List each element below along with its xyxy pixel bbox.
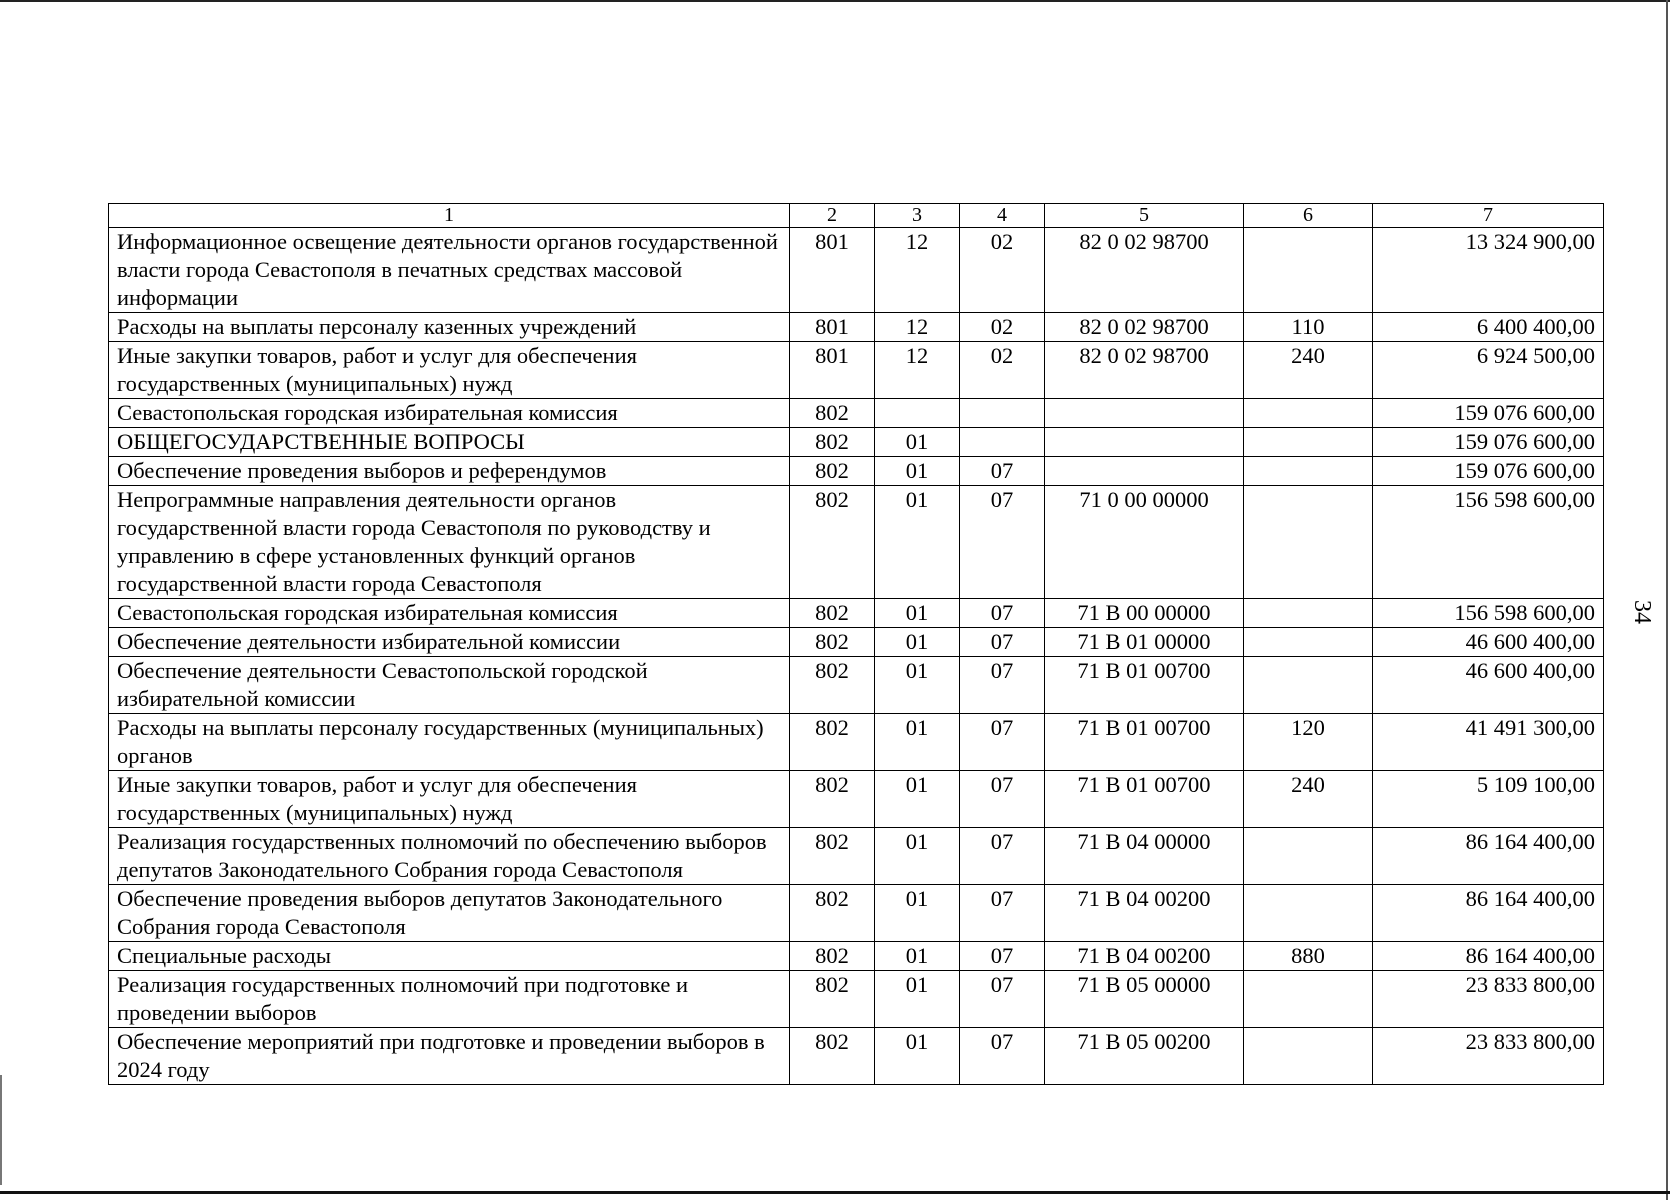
scan-edge-right	[1666, 0, 1668, 1200]
cell-department-code: 802	[790, 628, 875, 657]
cell-subsection-code: 07	[960, 628, 1045, 657]
cell-expense-type: 880	[1244, 942, 1373, 971]
cell-target-article: 71 В 04 00200	[1045, 885, 1244, 942]
table-row	[109, 628, 1604, 657]
cell-name: Севастопольская городская избирательная комиссия	[109, 599, 790, 628]
cell-section-code: 01	[875, 771, 960, 828]
cell-target-article: 71 В 04 00200	[1045, 942, 1244, 971]
cell-section-code: 12	[875, 342, 960, 399]
cell-department-code: 802	[790, 828, 875, 885]
cell-subsection-code: 07	[960, 657, 1045, 714]
cell-expense-type	[1244, 657, 1373, 714]
cell-amount: 46 600 400,00	[1373, 657, 1604, 714]
cell-target-article: 71 В 00 00000	[1045, 599, 1244, 628]
cell-name: Обеспечение деятельности избирательной комиссии	[109, 628, 790, 657]
cell-amount: 86 164 400,00	[1373, 828, 1604, 885]
column-header-4: 4	[960, 204, 1045, 228]
cell-amount: 156 598 600,00	[1373, 486, 1604, 599]
cell-department-code: 802	[790, 1028, 875, 1085]
cell-expense-type	[1244, 971, 1373, 1028]
cell-section-code: 01	[875, 714, 960, 771]
table-row	[109, 942, 1604, 971]
cell-amount: 159 076 600,00	[1373, 457, 1604, 486]
cell-target-article: 82 0 02 98700	[1045, 342, 1244, 399]
cell-expense-type	[1244, 457, 1373, 486]
cell-subsection-code: 07	[960, 714, 1045, 771]
cell-subsection-code: 07	[960, 457, 1045, 486]
table-body	[109, 228, 1604, 1085]
table-row	[109, 399, 1604, 428]
cell-amount: 156 598 600,00	[1373, 599, 1604, 628]
cell-name: ОБЩЕГОСУДАРСТВЕННЫЕ ВОПРОСЫ	[109, 428, 790, 457]
cell-department-code: 802	[790, 399, 875, 428]
cell-name: Расходы на выплаты персоналу государственных (муниципальных) органов	[109, 714, 790, 771]
scan-edge-left	[0, 1075, 2, 1185]
cell-expense-type	[1244, 828, 1373, 885]
cell-name: Иные закупки товаров, работ и услуг для обеспечения государственных (муниципальных) нужд	[109, 342, 790, 399]
table-header	[109, 204, 1604, 228]
cell-expense-type: 240	[1244, 771, 1373, 828]
cell-section-code: 01	[875, 657, 960, 714]
cell-section-code: 01	[875, 828, 960, 885]
table-row	[109, 828, 1604, 885]
cell-department-code: 802	[790, 714, 875, 771]
cell-amount: 159 076 600,00	[1373, 399, 1604, 428]
cell-section-code: 01	[875, 486, 960, 599]
cell-section-code: 01	[875, 428, 960, 457]
cell-subsection-code	[960, 399, 1045, 428]
table-row	[109, 771, 1604, 828]
table-row	[109, 599, 1604, 628]
scan-edge-top	[0, 0, 1670, 2]
cell-expense-type	[1244, 486, 1373, 599]
cell-department-code: 802	[790, 457, 875, 486]
cell-expense-type: 110	[1244, 313, 1373, 342]
cell-target-article: 82 0 02 98700	[1045, 228, 1244, 313]
cell-target-article: 71 В 01 00700	[1045, 771, 1244, 828]
cell-department-code: 802	[790, 486, 875, 599]
table-row	[109, 457, 1604, 486]
table-row	[109, 313, 1604, 342]
cell-name: Расходы на выплаты персоналу казенных учреждений	[109, 313, 790, 342]
cell-target-article: 71 В 05 00000	[1045, 971, 1244, 1028]
cell-name: Специальные расходы	[109, 942, 790, 971]
cell-expense-type	[1244, 1028, 1373, 1085]
cell-section-code: 01	[875, 628, 960, 657]
cell-name: Иные закупки товаров, работ и услуг для обеспечения государственных (муниципальных) нужд	[109, 771, 790, 828]
cell-department-code: 802	[790, 428, 875, 457]
budget-table	[108, 203, 1604, 1085]
cell-name: Обеспечение проведения выборов депутатов Законодательного Собрания города Севастополя	[109, 885, 790, 942]
cell-amount: 6 924 500,00	[1373, 342, 1604, 399]
cell-expense-type	[1244, 399, 1373, 428]
cell-target-article: 71 0 00 00000	[1045, 486, 1244, 599]
cell-department-code: 801	[790, 228, 875, 313]
cell-name: Обеспечение мероприятий при подготовке и проведении выборов в 2024 году	[109, 1028, 790, 1085]
cell-name: Реализация государственных полномочий по обеспечению выборов депутатов Законодательного Собрания города Севастополя	[109, 828, 790, 885]
table-row	[109, 657, 1604, 714]
cell-department-code: 802	[790, 971, 875, 1028]
cell-department-code: 801	[790, 342, 875, 399]
table-row	[109, 1028, 1604, 1085]
cell-name: Обеспечение проведения выборов и референдумов	[109, 457, 790, 486]
table-row	[109, 971, 1604, 1028]
cell-target-article	[1045, 457, 1244, 486]
cell-amount: 5 109 100,00	[1373, 771, 1604, 828]
cell-subsection-code: 02	[960, 342, 1045, 399]
cell-department-code: 802	[790, 885, 875, 942]
cell-target-article: 71 В 01 00000	[1045, 628, 1244, 657]
cell-target-article: 71 В 01 00700	[1045, 714, 1244, 771]
cell-section-code: 01	[875, 457, 960, 486]
cell-section-code: 01	[875, 971, 960, 1028]
table-row	[109, 486, 1604, 599]
cell-section-code	[875, 399, 960, 428]
cell-expense-type	[1244, 628, 1373, 657]
column-header-2: 2	[790, 204, 875, 228]
cell-amount: 86 164 400,00	[1373, 885, 1604, 942]
cell-target-article: 71 В 05 00200	[1045, 1028, 1244, 1085]
cell-subsection-code: 07	[960, 771, 1045, 828]
cell-department-code: 802	[790, 599, 875, 628]
column-header-5: 5	[1045, 204, 1244, 228]
cell-department-code: 801	[790, 313, 875, 342]
header-row	[109, 204, 1604, 228]
cell-subsection-code: 07	[960, 1028, 1045, 1085]
cell-subsection-code: 07	[960, 885, 1045, 942]
cell-amount: 23 833 800,00	[1373, 1028, 1604, 1085]
cell-expense-type	[1244, 228, 1373, 313]
cell-expense-type: 120	[1244, 714, 1373, 771]
cell-amount: 13 324 900,00	[1373, 228, 1604, 313]
cell-target-article: 82 0 02 98700	[1045, 313, 1244, 342]
cell-name: Реализация государственных полномочий при подготовке и проведении выборов	[109, 971, 790, 1028]
page-number: 34	[1629, 600, 1655, 624]
cell-name: Непрограммные направления деятельности органов государственной власти города Севастополя по руководству и управлению в сфере установленных функций органов государственной власти города Севастополя	[109, 486, 790, 599]
cell-section-code: 01	[875, 1028, 960, 1085]
cell-expense-type	[1244, 885, 1373, 942]
cell-amount: 159 076 600,00	[1373, 428, 1604, 457]
cell-department-code: 802	[790, 657, 875, 714]
cell-target-article: 71 В 04 00000	[1045, 828, 1244, 885]
table-row	[109, 428, 1604, 457]
cell-subsection-code	[960, 428, 1045, 457]
cell-target-article: 71 В 01 00700	[1045, 657, 1244, 714]
cell-amount: 6 400 400,00	[1373, 313, 1604, 342]
cell-subsection-code: 02	[960, 228, 1045, 313]
cell-section-code: 01	[875, 599, 960, 628]
cell-target-article	[1045, 399, 1244, 428]
cell-amount: 41 491 300,00	[1373, 714, 1604, 771]
cell-section-code: 12	[875, 228, 960, 313]
cell-expense-type	[1244, 428, 1373, 457]
cell-amount: 46 600 400,00	[1373, 628, 1604, 657]
cell-name: Обеспечение деятельности Севастопольской городской избирательной комиссии	[109, 657, 790, 714]
cell-subsection-code: 07	[960, 942, 1045, 971]
table-row	[109, 342, 1604, 399]
column-header-7: 7	[1373, 204, 1604, 228]
scan-edge-bottom	[0, 1191, 1670, 1194]
cell-department-code: 802	[790, 771, 875, 828]
cell-subsection-code: 07	[960, 828, 1045, 885]
cell-section-code: 01	[875, 942, 960, 971]
cell-department-code: 802	[790, 942, 875, 971]
cell-expense-type: 240	[1244, 342, 1373, 399]
cell-name: Севастопольская городская избирательная комиссия	[109, 399, 790, 428]
cell-section-code: 12	[875, 313, 960, 342]
table-row	[109, 714, 1604, 771]
cell-expense-type	[1244, 599, 1373, 628]
column-header-6: 6	[1244, 204, 1373, 228]
table-row	[109, 885, 1604, 942]
cell-name: Информационное освещение деятельности органов государственной власти города Севастополя в печатных средствах массовой информации	[109, 228, 790, 313]
table-row	[109, 228, 1604, 313]
cell-subsection-code: 07	[960, 599, 1045, 628]
cell-target-article	[1045, 428, 1244, 457]
column-header-1: 1	[109, 204, 790, 228]
cell-subsection-code: 07	[960, 971, 1045, 1028]
cell-amount: 23 833 800,00	[1373, 971, 1604, 1028]
cell-section-code: 01	[875, 885, 960, 942]
column-header-3: 3	[875, 204, 960, 228]
cell-subsection-code: 02	[960, 313, 1045, 342]
cell-amount: 86 164 400,00	[1373, 942, 1604, 971]
cell-subsection-code: 07	[960, 486, 1045, 599]
